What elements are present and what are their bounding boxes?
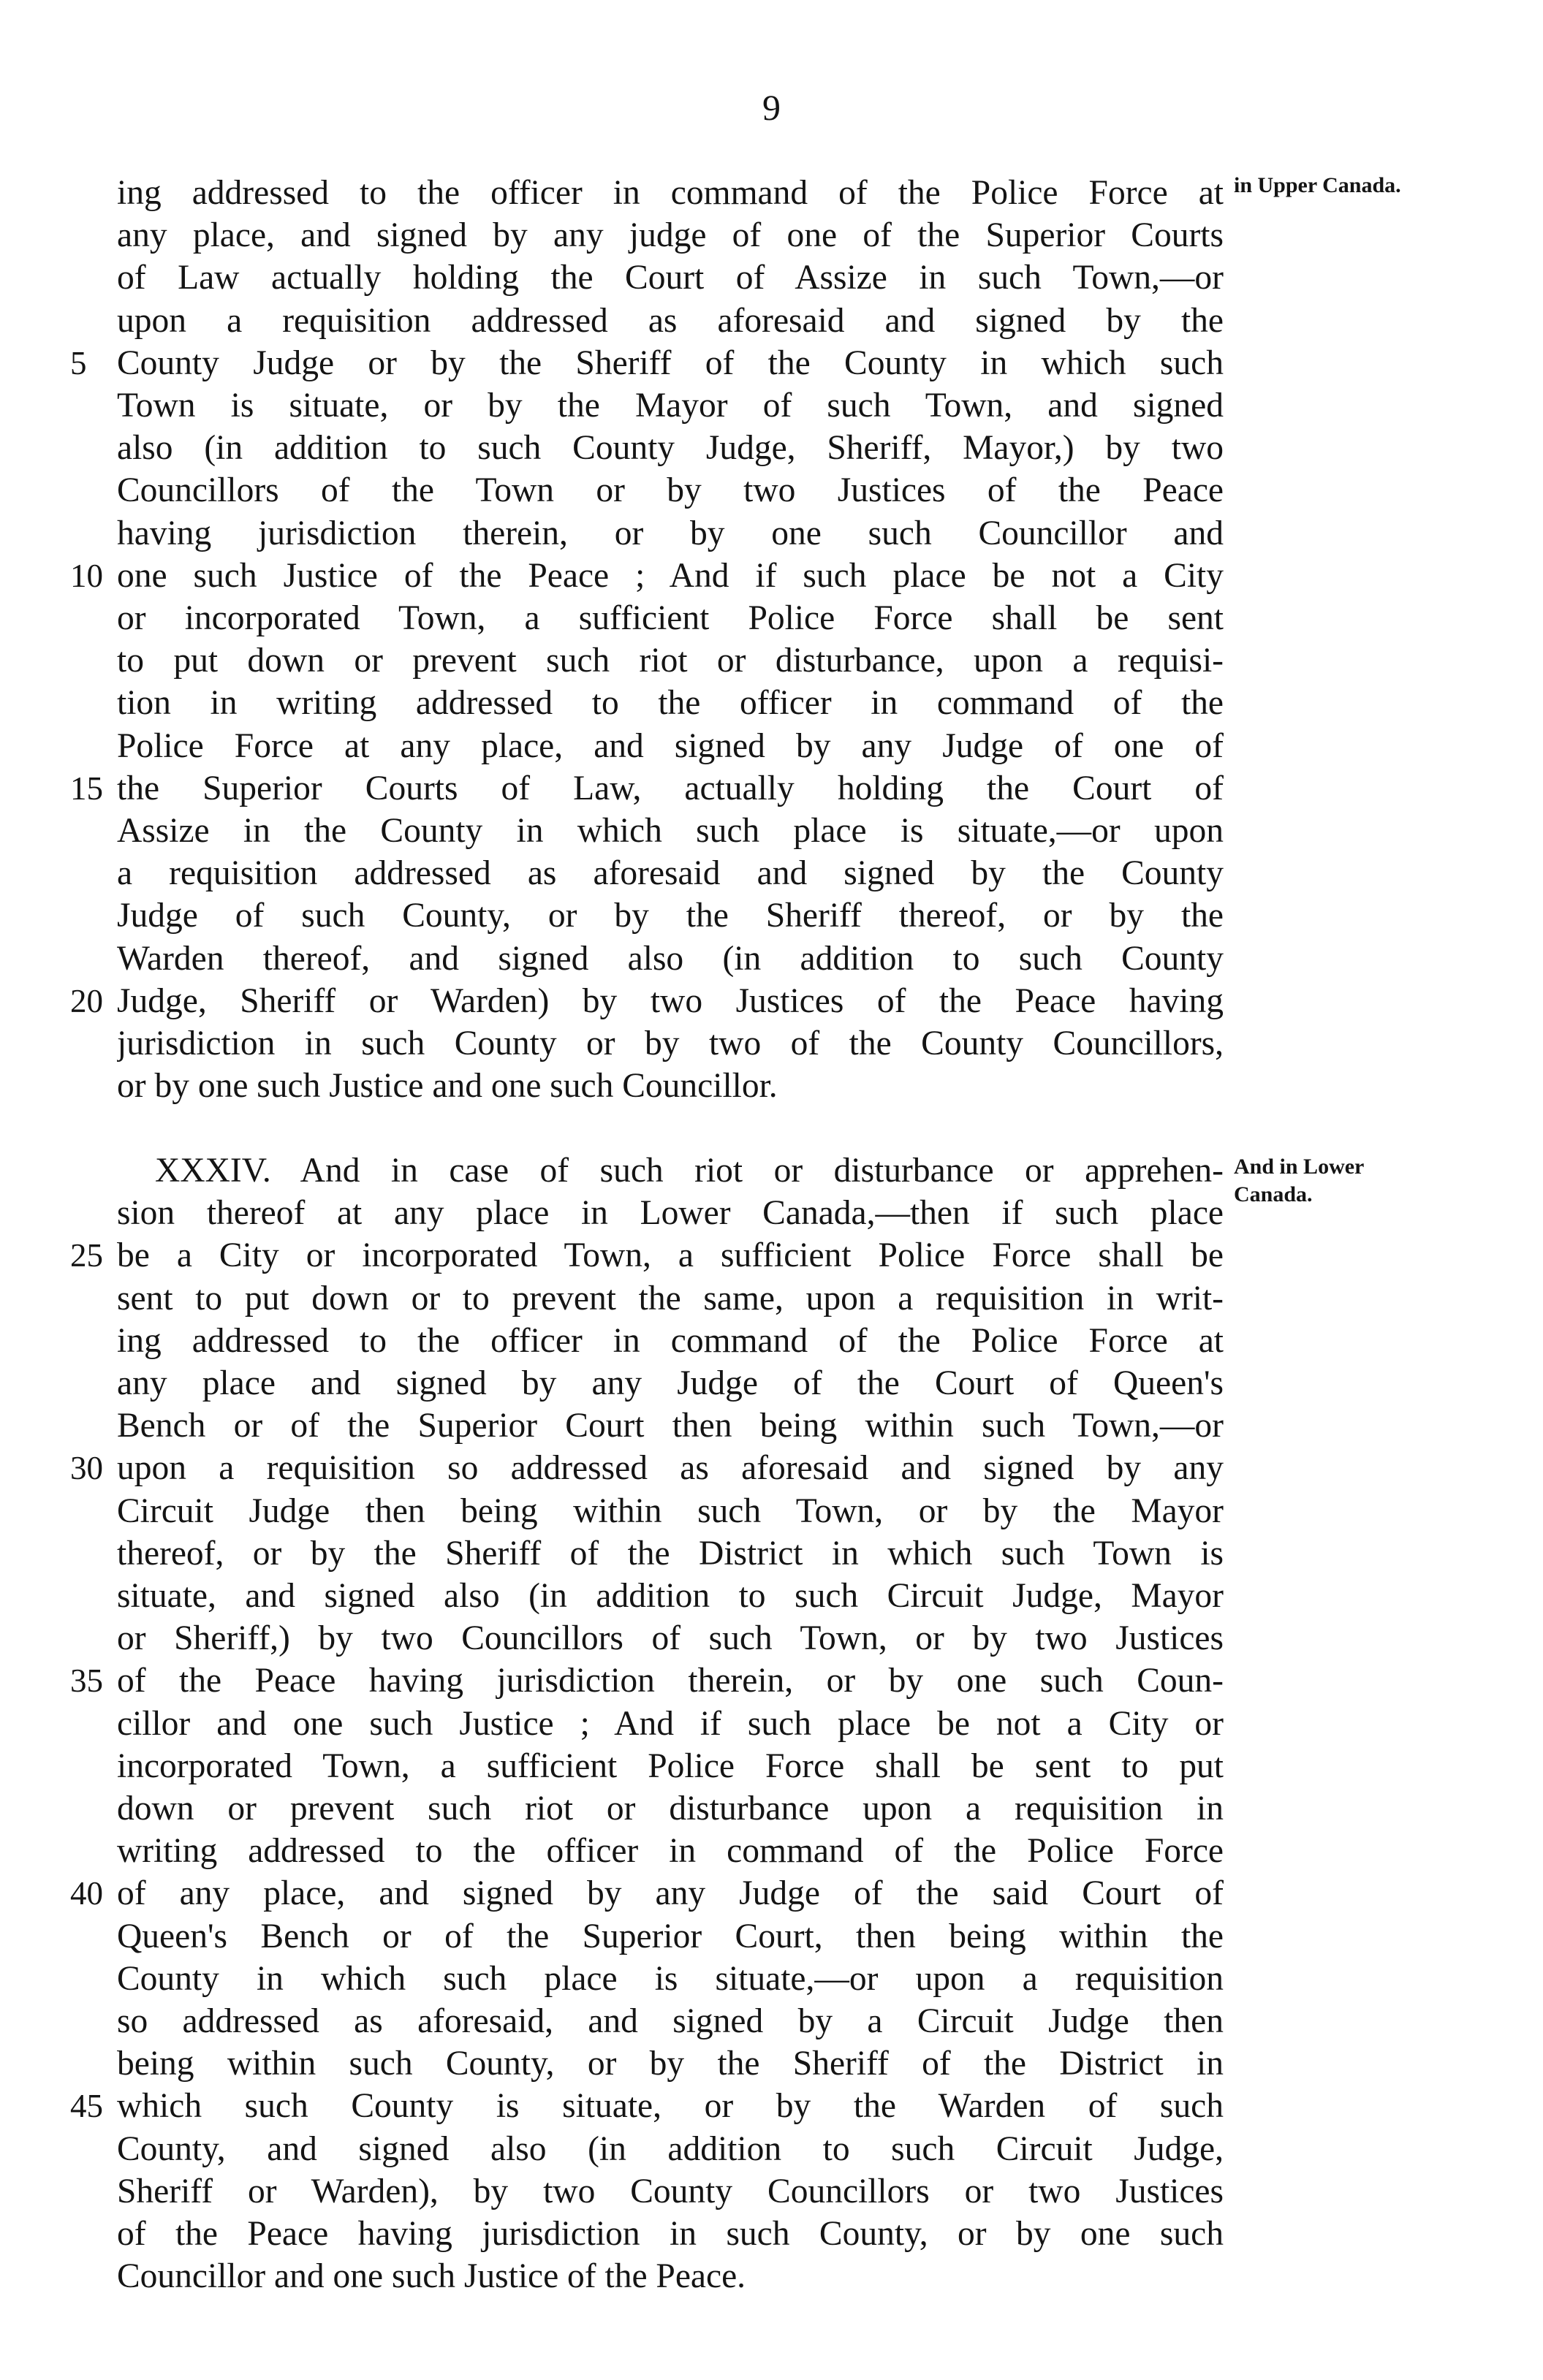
text-line: or incorporated Town, a sufficient Police Force shall be sent	[117, 599, 1224, 637]
text-line: having jurisdiction therein, or by one such Councillor and	[117, 514, 1224, 552]
line-number: 30	[70, 1450, 103, 1487]
text-line: being within such County, or by the Sheriff of the District in	[117, 2045, 1224, 2083]
line-number: 20	[70, 982, 103, 1019]
text-line: of any place, and signed by any Judge of the said Court of	[117, 1874, 1224, 1913]
text-line: County in which such place is situate,—or upon a requisition	[117, 1959, 1224, 1998]
text-line: be a City or incorporated Town, a sufficient Police Force shall be	[117, 1236, 1224, 1275]
line-number: 15	[70, 769, 103, 807]
text-line: also (in addition to such County Judge, Sheriff, Mayor,) by two	[117, 429, 1224, 468]
text-line: Sheriff or Warden), by two County Councillors or two Justices	[117, 2172, 1224, 2210]
text-line: sion thereof at any place in Lower Canada,—then if such place	[117, 1194, 1224, 1233]
margin-note-lower-canada: And in Lower Canada.	[1234, 1155, 1364, 1206]
text-line: the Superior Courts of Law, actually holding the Court of	[117, 769, 1224, 807]
text-line: any place, and signed by any judge of one of the Superior Courts	[117, 216, 1224, 255]
text-line: so addressed as aforesaid, and signed by a Circuit Judge then	[117, 2002, 1224, 2040]
text-line: of the Peace having jurisdiction therein, or by one such Coun-	[117, 1662, 1224, 1700]
text-line: Queen's Bench or of the Superior Court, then being within the	[117, 1917, 1224, 1955]
line-number: 45	[70, 2088, 103, 2125]
text-line: which such County is situate, or by the Warden of such	[117, 2087, 1224, 2126]
text-line: Town is situate, or by the Mayor of such Town, and signed	[117, 387, 1224, 425]
text-line: Councillor and one such Justice of the Peace.	[117, 2257, 746, 2296]
text-line: writing addressed to the officer in command of the Police Force	[117, 1832, 1224, 1871]
text-line: of Law actually holding the Court of Assize in such Town,—or	[117, 259, 1224, 297]
text-line: Judge, Sheriff or Warden) by two Justices of the Peace having	[117, 981, 1224, 1020]
text-line: of the Peace having jurisdiction in such County, or by one such	[117, 2215, 1224, 2253]
line-number: 40	[70, 1875, 103, 1912]
text-line: or Sheriff,) by two Councillors of such Town, or by two Justices	[117, 1619, 1224, 1658]
text-line: sent to put down or to prevent the same, upon a requisition in writ-	[117, 1279, 1224, 1318]
line-number: 10	[70, 557, 103, 594]
text-line: tion in writing addressed to the officer in command of the	[117, 684, 1224, 723]
line-number: 35	[70, 1662, 103, 1700]
page-number: 9	[762, 87, 781, 128]
text-line: upon a requisition so addressed as aforesaid and signed by any	[117, 1449, 1224, 1488]
text-line: Circuit Judge then being within such Town, or by the Mayor	[117, 1491, 1224, 1530]
text-line: one such Justice of the Peace ; And if such place be not a City	[117, 556, 1224, 595]
text-line: Bench or of the Superior Court then being within such Town,—or	[117, 1407, 1224, 1445]
text-line: to put down or prevent such riot or disturbance, upon a requisi-	[117, 642, 1224, 680]
text-line: situate, and signed also (in addition to such Circuit Judge, Mayor	[117, 1577, 1224, 1615]
text-line: any place and signed by any Judge of the Court of Queen's	[117, 1364, 1224, 1402]
line-number: 5	[70, 344, 87, 381]
text-line: Judge of such County, or by the Sheriff thereof, or by the	[117, 897, 1224, 935]
text-line: ing addressed to the officer in command of the Police Force at	[117, 174, 1224, 212]
text-line: or by one such Justice and one such Councillor.	[117, 1067, 778, 1106]
text-line: Police Force at any place, and signed by any Judge of one of	[117, 726, 1224, 765]
text-line: cillor and one such Justice ; And if such place be not a City or	[117, 1704, 1224, 1743]
text-line: a requisition addressed as aforesaid and signed by the County	[117, 854, 1224, 893]
text-line: thereof, or by the Sheriff of the District in which such Town is	[117, 1534, 1224, 1573]
text-line: County Judge or by the Sheriff of the County in which such	[117, 343, 1224, 382]
text-line: Councillors of the Town or by two Justices of the Peace	[117, 471, 1224, 510]
text-line: incorporated Town, a sufficient Police Force shall be sent to put	[117, 1746, 1224, 1785]
text-line: jurisdiction in such County or by two of the County Councillors,	[117, 1024, 1224, 1062]
line-number: 25	[70, 1237, 103, 1274]
text-line: XXXIV. And in case of such riot or disturbance or apprehen-	[155, 1152, 1224, 1190]
margin-note-upper-canada: in Upper Canada.	[1234, 173, 1401, 197]
text-line: upon a requisition addressed as aforesaid and signed by the	[117, 301, 1224, 340]
text-line: down or prevent such riot or disturbance upon a requisition in	[117, 1790, 1224, 1828]
text-line: County, and signed also (in addition to such Circuit Judge,	[117, 2129, 1224, 2168]
text-line: Warden thereof, and signed also (in addition to such County	[117, 939, 1224, 978]
text-line: Assize in the County in which such place is situate,—or upon	[117, 812, 1224, 850]
text-line: ing addressed to the officer in command of the Police Force at	[117, 1321, 1224, 1360]
